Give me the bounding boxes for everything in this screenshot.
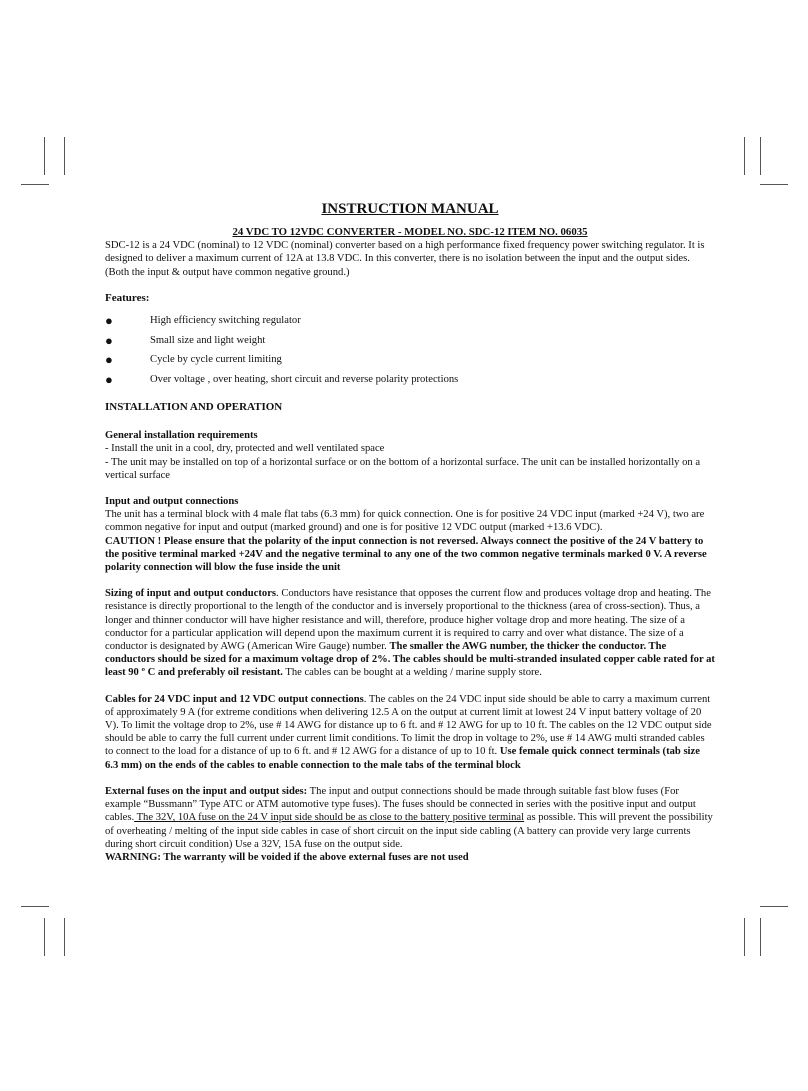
general-requirements-line-2: - The unit may be installed on top of a horizontal surface or on the bottom of a horizontal surface. The unit can be installed horizontally on a vertical surface — [105, 456, 701, 481]
cables-section — [105, 693, 715, 772]
sizing-text: . Conductors have resistance that opposes the current flow and produces voltage drop and heating. The resistance is directly proportional to the length of the conductor and is inversely proportional to the thickness (area of cross-section). Thus, a longer and thinner conductor will have higher resistance and will, therefore, produce higher voltage drop and more heating. The size of a conductor for a particular application will depend upon the maximum current it is required to carry and over what distance. The size of a conductor is designated by AWG (American Wire Gauge) number. — [105, 588, 711, 653]
list-item — [105, 331, 715, 351]
crop-mark-top-left-horizontal — [21, 184, 49, 185]
intro-paragraph: SDC-12 is a 24 VDC (nominal) to 12 VDC (nominal) converter based on a high performance fixed frequency power switching regulator. It is designed to deliver a maximum current of 12A at 13.8 VDC. In this converter, there is no isolation between the input and the output sides. (Both the input & output have common negative ground.) — [105, 240, 705, 278]
crop-mark-top-left-vertical-2 — [64, 137, 65, 175]
feature-text: Small size and light weight — [150, 334, 266, 346]
crop-mark-top-left-vertical-1 — [44, 137, 45, 175]
crop-mark-bottom-left-vertical-2 — [64, 918, 65, 956]
connections-heading: Input and output connections — [105, 496, 239, 508]
crop-mark-bottom-right-horizontal — [760, 906, 788, 907]
document-subtitle: 24 VDC TO 12VDC CONVERTER - MODEL NO. SDC-12 ITEM NO. 06035 — [232, 226, 588, 238]
bullet-icon: ● — [105, 313, 113, 329]
connections-section — [105, 495, 715, 574]
installation-heading: INSTALLATION AND OPERATION — [105, 401, 283, 414]
bullet-icon: ● — [105, 371, 113, 387]
cables-text: . The cables on the 24 VDC input side should be able to carry a maximum current of approximately 9 A (for extreme conditions when delivering 12.5 A on the output at current limit at lowest 24 V input battery voltage of 20 V). To limit the voltage drop to 2%, use # 14 AWG for distance up to 6 ft. and # 12 AWG for up to 10 ft. The cables on the 12 VDC output side should be able to carry the full current under current limit conditions. To limit the drop in voltage to 2%, use # 14 AWG multi stranded cables to connect to the load for a distance of up to 6 ft. and # 12 AWG for a distance of up to 10 ft. — [105, 693, 712, 758]
sizing-paragraph — [105, 587, 715, 679]
crop-mark-top-right-vertical-1 — [744, 137, 745, 175]
list-item — [105, 370, 715, 390]
features-list — [105, 311, 715, 389]
fuses-text-2: as possible. This will prevent the possibility of overheating / melting of the input side cables in case of short circuit on the input side cabling (A battery can provide very large currents during short circuit condition) Use a 32V, 15A fuse on the output side. — [105, 812, 713, 850]
crop-mark-top-right-horizontal — [760, 184, 788, 185]
sizing-tail-text: The cables can be bought at a welding / marine supply store. — [282, 667, 542, 679]
fuses-section — [105, 785, 715, 864]
connections-text: The unit has a terminal block with 4 male flat tabs (6.3 mm) for quick connection. One is for positive 24 VDC input (marked +24 V), two are common negative for input and output (marked ground) and one is for positive 12 VDC output (marked +13.6 VDC). — [105, 509, 705, 534]
sizing-heading: Sizing of input and output conductors — [105, 588, 277, 600]
bullet-icon: ● — [105, 352, 113, 368]
sizing-bold-text: The smaller the AWG number, the thicker the conductor. The conductors should be sized for a maximum voltage drop of 2%. The cables should be multi-stranded insulated copper cable rated for at least 90 º C and preferably oil resistant. — [105, 641, 715, 679]
crop-mark-bottom-right-vertical-1 — [744, 918, 745, 956]
cables-paragraph — [105, 693, 715, 772]
caution-text: CAUTION ! Please ensure that the polarity of the input connection is not reversed. Always connect the positive of the 24 V battery to the positive terminal marked +24V and the negative terminal to any one of the two common negative terminals marked 0 V. A reverse polarity connection will blow the fuse inside the unit — [105, 535, 707, 574]
bullet-icon: ● — [105, 332, 113, 348]
crop-mark-bottom-right-vertical-2 — [760, 918, 761, 956]
list-item — [105, 350, 715, 370]
manual-page — [105, 200, 715, 877]
fuses-underlined-text: The 32V, 10A fuse on the 24 V input side should be as close to the battery positive terminal — [134, 812, 525, 824]
general-requirements-section — [105, 429, 715, 482]
fuses-heading: External fuses on the input and output sides: — [105, 785, 308, 797]
fuses-paragraph — [105, 785, 715, 851]
fuses-text-1: The input and output connections should be made through suitable fast blow fuses (For example “Bussmann” Type ATC or ATM automotive type fuses). The fuses should be connected in series with the positive input and output cables. — [105, 785, 696, 824]
document-title: INSTRUCTION MANUAL — [321, 201, 499, 217]
features-heading: Features: — [105, 291, 150, 304]
crop-mark-bottom-left-horizontal — [21, 906, 49, 907]
general-requirements-line-1: - Install the unit in a cool, dry, protected and well ventilated space — [105, 443, 385, 455]
warning-text: WARNING: The warranty will be voided if the above external fuses are not used — [105, 851, 469, 863]
crop-mark-bottom-left-vertical-1 — [44, 918, 45, 956]
cables-heading: Cables for 24 VDC input and 12 VDC output connections — [105, 693, 364, 705]
feature-text: Over voltage , over heating, short circuit and reverse polarity protections — [150, 373, 459, 385]
sizing-section — [105, 587, 715, 679]
feature-text: High efficiency switching regulator — [150, 315, 301, 327]
cables-bold-text: Use female quick connect terminals (tab size 6.3 mm) on the ends of the cables to enable connection to the male tabs of the terminal block — [105, 746, 700, 771]
list-item — [105, 311, 715, 331]
general-requirements-heading: General installation requirements — [105, 430, 258, 442]
feature-text: Cycle by cycle current limiting — [150, 354, 282, 366]
crop-mark-top-right-vertical-2 — [760, 137, 761, 175]
